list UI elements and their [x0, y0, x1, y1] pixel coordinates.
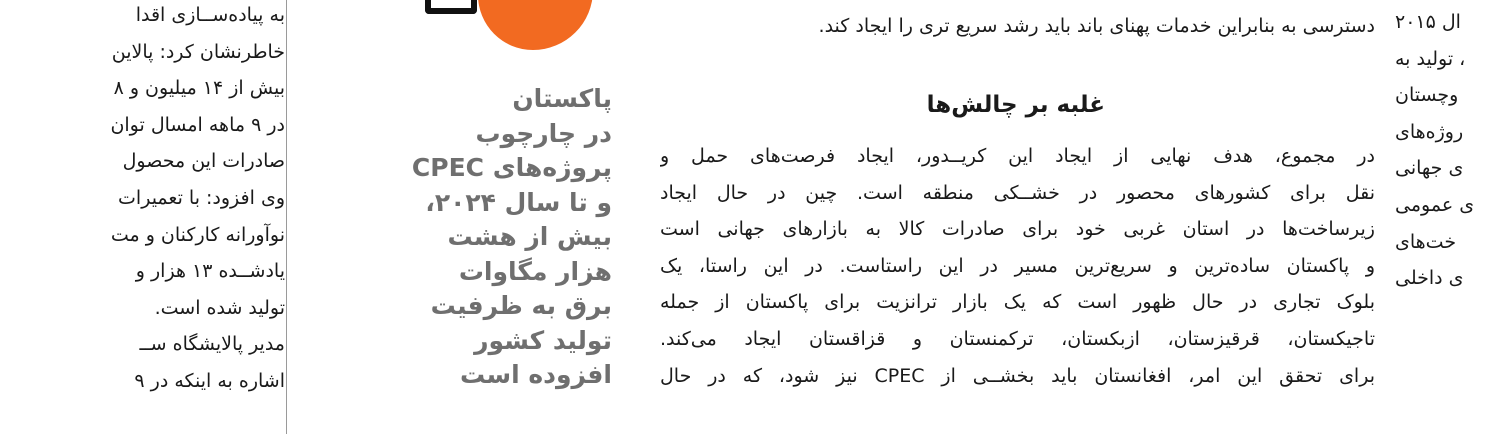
- text-line: و پاکستان ساده‌ترین و سریع‌ترین مسیر در این راستاست. در این راستا، یک: [660, 254, 1375, 277]
- pull-quote-line: و تا سال ۲۰۲۴،: [425, 187, 612, 217]
- text-line: اشاره به اینکه در ۹: [134, 369, 285, 392]
- text-line: زیرساخت‌ها در استان غربی خود برای صادرات کالا به بازارهای جهانی است: [660, 218, 1375, 241]
- main-top-text: [660, 8, 1375, 45]
- pull-quote-line: پاکستان: [512, 84, 612, 113]
- text-line: در ۹ ماهه امسال توان: [110, 113, 285, 136]
- right-column-text: [1395, 4, 1500, 297]
- text-line: نوآورانه کارکنان و مت: [110, 223, 285, 246]
- text-line: بلوک تجاری در حال ظهور است که یک بازار ترانزیت برای پاکستان از جمله: [660, 291, 1375, 314]
- pull-quote-line: برق به ظرفیت: [430, 291, 612, 320]
- text-line: صادرات این محصول: [122, 150, 285, 173]
- right-article-column: [1395, 0, 1500, 434]
- text-line: تاجیکستان، قرقیزستان، ازبکستان، ترکمنستان و قزاقستان ایجاد می‌کند.: [660, 327, 1375, 350]
- main-body-text: [660, 138, 1375, 394]
- pull-quote: [392, 82, 612, 393]
- text-line: وی افزود: با تعمیرات: [118, 186, 285, 209]
- text-line: خاطرنشان کرد: پالاین: [111, 40, 285, 63]
- section-heading: غلبه بر چالش‌ها: [926, 92, 1105, 118]
- pull-quote-line: تولید کشور: [474, 325, 612, 355]
- pull-quote-line: بیش از هشت: [447, 222, 612, 251]
- text-line: ی جهانی: [1395, 157, 1464, 180]
- text-line: مدیر پالایشگاه ســ: [139, 333, 285, 356]
- left-article-column: [0, 0, 285, 434]
- pull-quote-column: [380, 0, 630, 434]
- pull-quote-line: افزوده است: [460, 360, 612, 389]
- pull-quote-line: پروژه‌های CPEC: [411, 153, 612, 182]
- text-line: روژه‌های: [1395, 120, 1464, 143]
- text-line: تولید شده است.: [154, 296, 285, 319]
- text-line: ال ۲۰۱۵: [1395, 11, 1461, 33]
- text-line: وچستان: [1395, 84, 1459, 107]
- text-line: ، تولید به: [1395, 47, 1466, 70]
- main-article-column: [660, 0, 1375, 434]
- text-line: ی عمومی: [1395, 193, 1475, 216]
- pull-quote-line: در چارچوب: [475, 118, 612, 148]
- text-line: یادشــده ۱۳ هزار و: [135, 260, 285, 283]
- column-divider: [286, 0, 287, 434]
- left-column-text: [0, 0, 285, 400]
- pull-quote-line: هزار مگاوات: [458, 256, 612, 286]
- text-line: خت‌های: [1395, 230, 1457, 253]
- text-line: در مجموع، هدف نهایی از ایجاد این کریــدور، ایجاد فرصت‌های حمل و: [660, 145, 1375, 167]
- paragraph-line: دسترسی به بنابراین خدمات پهنای باند باید رشد سریع تری را ایجاد کند.: [818, 15, 1375, 37]
- text-line: برای تحقق این امر، افغانستان باید بخشــی از CPEC نیز شود، که در حال: [660, 364, 1375, 387]
- text-line: بیش از ۱۴ میلیون و ۸: [113, 77, 285, 100]
- text-line: ی داخلی: [1395, 267, 1464, 290]
- text-line: نقل برای کشورهای محصور در خشــکی منطقه است. چین در حال ایجاد: [660, 181, 1375, 204]
- text-line: به پیاده‌ســازی اقدا: [135, 4, 285, 26]
